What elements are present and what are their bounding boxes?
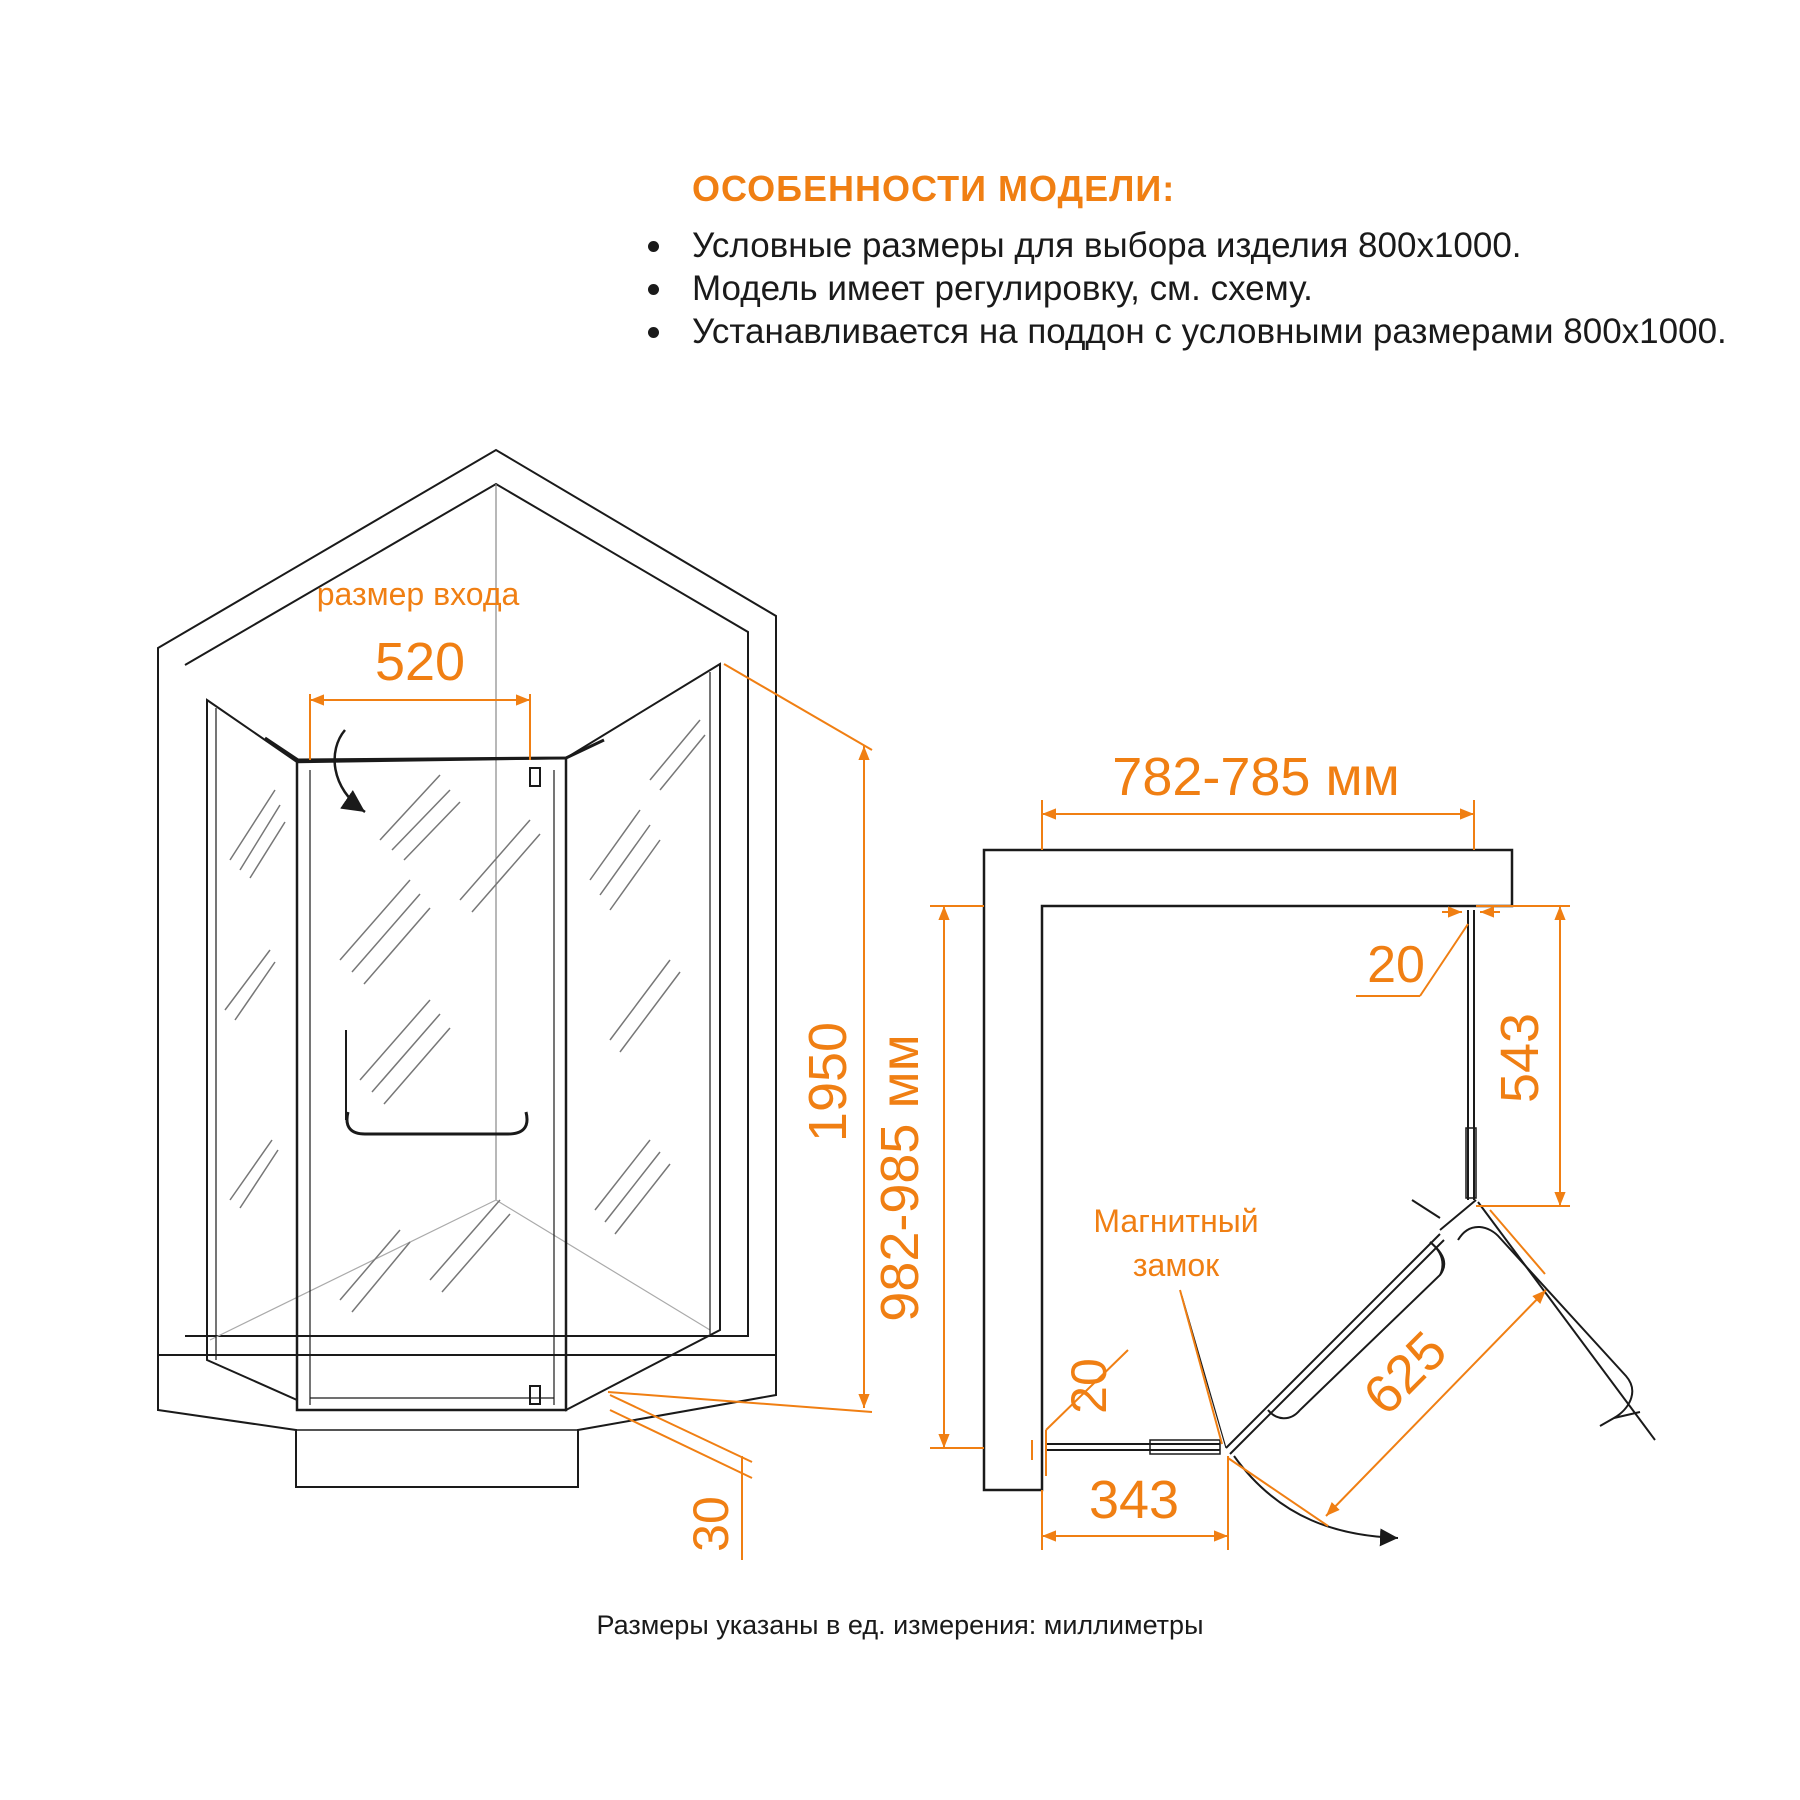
right-panel (566, 664, 720, 1410)
depth-range-value: 982-985 мм (870, 1034, 930, 1322)
bottom-segment-value: 343 (1088, 1470, 1180, 1530)
lock-label-line1: Магнитный (1093, 1203, 1259, 1239)
entrance-width-value: 520 (374, 632, 466, 692)
door-panel (297, 758, 566, 1410)
plan-view (984, 850, 1655, 1538)
width-range-value: 782-785 мм (1112, 747, 1400, 807)
entrance-label: размер входа (316, 576, 520, 612)
lock-label-line2: замок (1132, 1247, 1220, 1283)
door-width-value: 625 (1352, 1320, 1459, 1427)
swing-arrow (335, 730, 365, 812)
side-panel-value: 543 (1490, 1012, 1550, 1104)
tray-height-value: 30 (683, 1496, 739, 1552)
left-panel (207, 700, 297, 1400)
adjust-top-value: 20 (1367, 936, 1425, 994)
features-title: ОСОБЕННОСТИ МОДЕЛИ: (692, 168, 1176, 209)
door-handle (347, 1112, 527, 1134)
height-value: 1950 (798, 1021, 858, 1143)
tray (158, 1355, 776, 1487)
front-dimensions (310, 664, 872, 1560)
feature-item: Условные размеры для выбора изделия 800x1000. (640, 224, 1740, 267)
feature-item: Устанавливается на поддон с условными размерами 800x1000. (640, 310, 1740, 353)
feature-item: Модель имеет регулировку, см. схему. (640, 267, 1740, 310)
units-footnote: Размеры указаны в ед. измерения: миллиметры (596, 1610, 1204, 1640)
adjust-bottom-value: 20 (1061, 1358, 1117, 1414)
